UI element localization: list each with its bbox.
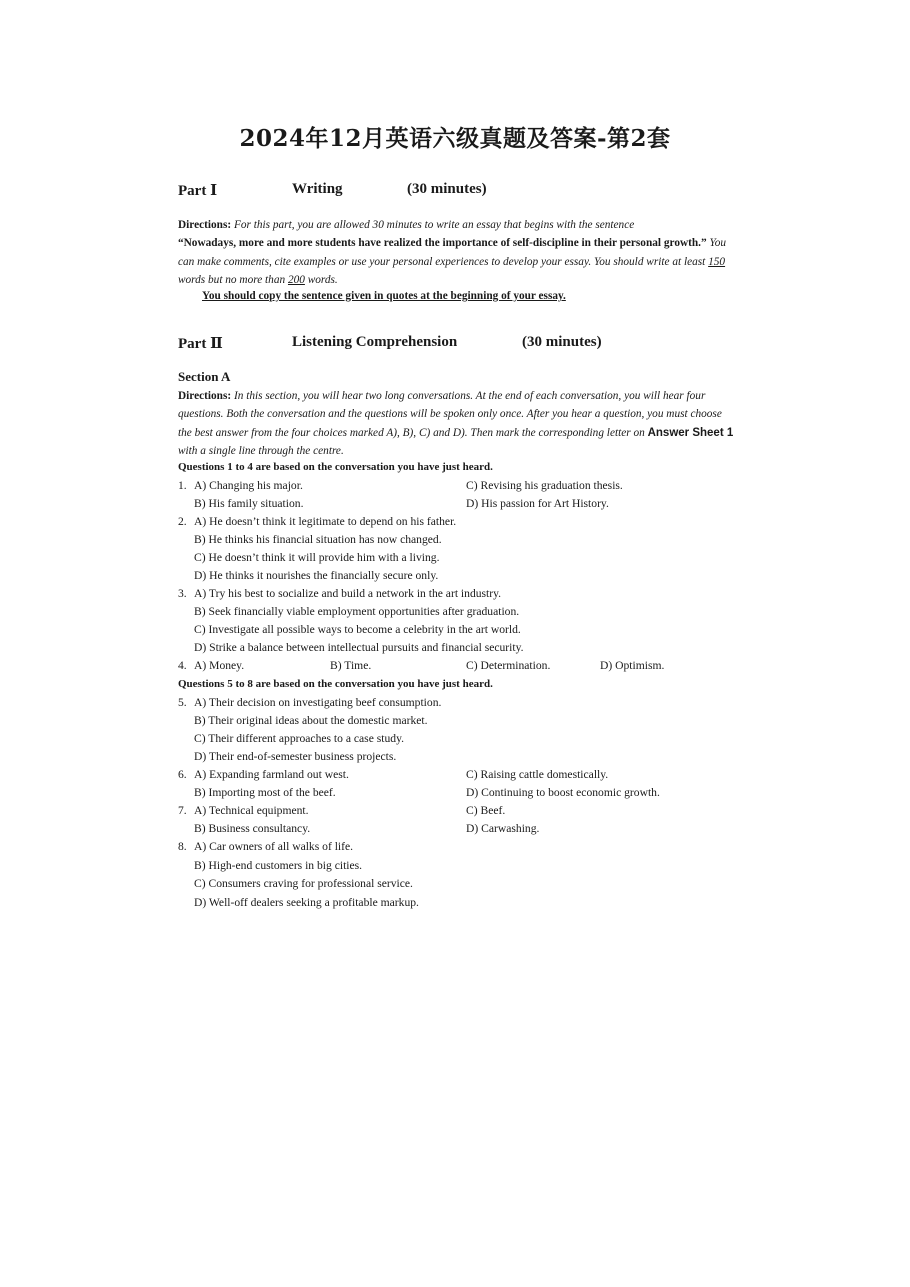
answer-sheet-label: Answer Sheet 1 [647, 426, 734, 439]
question-group-2-note: Questions 5 to 8 are based on the conversation you have just heard. [178, 678, 493, 690]
choice-d: D) Continuing to boost economic growth. [466, 786, 660, 799]
directions-text: words. [304, 273, 338, 286]
choice-c: C) Their different approaches to a case study. [194, 732, 405, 745]
part-1-name: Writing [292, 181, 343, 197]
choice-d: D) Well-off dealers seeking a profitable markup. [194, 896, 419, 909]
choice-b: B) Business consultancy. [194, 822, 311, 835]
question-number: 4. [178, 659, 187, 672]
choice-c: C) Investigate all possible ways to become a celebrity in the art world. [194, 623, 521, 636]
choice-b: B) His family situation. [194, 497, 304, 510]
copy-sentence-note: You should copy the sentence given in quotes at the beginning of your essay. [202, 290, 566, 302]
part-2-label: Part Ⅱ [178, 336, 223, 352]
question-number: 7. [178, 804, 187, 817]
question-group-1-note: Questions 1 to 4 are based on the conversation you have just heard. [178, 461, 493, 473]
question-number: 1. [178, 479, 187, 492]
directions-text: For this part, you are allowed 30 minutes to write an essay that begins with the sentence [231, 219, 635, 231]
choice-a: A) Car owners of all walks of life. [194, 840, 354, 853]
choice-d: D) His passion for Art History. [466, 497, 609, 510]
choice-a: A) Money. [194, 659, 245, 672]
part-2-name: Listening Comprehension [292, 334, 458, 350]
choice-d: D) Strike a balance between intellectual pursuits and financial security. [194, 641, 524, 654]
choice-b: B) Seek financially viable employment opportunities after graduation. [194, 605, 520, 618]
choice-a: A) Technical equipment. [194, 804, 309, 817]
question-number: 2. [178, 515, 187, 528]
choice-b: B) He thinks his financial situation has now changed. [194, 533, 442, 546]
question-number: 8. [178, 840, 187, 853]
choice-d: D) He thinks it nourishes the financially secure only. [194, 569, 439, 582]
choice-c: C) He doesn’t think it will provide him with a living. [194, 551, 440, 564]
choice-a: A) Try his best to socialize and build a network in the art industry. [194, 587, 502, 600]
question-number: 6. [178, 768, 187, 781]
part-1-directions [178, 216, 738, 289]
choice-b: B) High-end customers in big cities. [194, 859, 363, 872]
choice-a: A) Expanding farmland out west. [194, 768, 349, 781]
choice-c: C) Raising cattle domestically. [466, 768, 609, 781]
choice-c: C) Beef. [466, 804, 506, 817]
choice-b: B) Their original ideas about the domestic market. [194, 714, 428, 727]
directions-text: You can make comments, cite examples or use your personal experiences to develop your essay. You should write at least [178, 237, 727, 268]
part-1-time: (30 minutes) [407, 181, 487, 197]
directions-text: words but no more than [178, 273, 288, 286]
directions-lead: Directions: [178, 390, 232, 402]
max-word-count: 200 [287, 273, 305, 286]
question-number: 3. [178, 587, 187, 600]
min-word-count: 150 [708, 255, 726, 268]
choice-c: C) Determination. [466, 659, 551, 672]
section-a-heading: Section A [178, 369, 231, 384]
part-1-label: Part Ⅰ [178, 183, 218, 199]
choice-b: B) Importing most of the beef. [194, 786, 336, 799]
choice-c: C) Revising his graduation thesis. [466, 479, 623, 492]
directions-text: In this section, you will hear two long conversations. At the end of each conversation, you will hear four questions. Both the conversation and the questions will be spoken only once. After you hear a question, you must choose the best answer from the four choices marked A), B), C) and D). Then mark the corresponding letter on [178, 390, 722, 439]
essay-prompt-quote: “Nowadays, more and more students have realized the importance of self-discipline in their personal growth.” [178, 237, 707, 250]
question-number: 5. [178, 696, 187, 709]
choice-a: A) Their decision on investigating beef consumption. [194, 696, 442, 709]
choice-d: D) Their end-of-semester business projects. [194, 750, 397, 763]
choice-a: A) Changing his major. [194, 479, 303, 492]
directions-lead: Directions: [178, 219, 232, 231]
choice-a: A) He doesn’t think it legitimate to depend on his father. [194, 515, 457, 528]
choice-d: D) Optimism. [600, 659, 665, 672]
part-2-directions [178, 387, 736, 460]
document-title: 2024年12月英语六级真题及答案-第2套 [239, 125, 671, 152]
choice-c: C) Consumers craving for professional service. [194, 877, 413, 890]
directions-text: with a single line through the centre. [178, 444, 344, 457]
part-2-time: (30 minutes) [522, 334, 602, 350]
choice-b: B) Time. [330, 659, 372, 672]
choice-d: D) Carwashing. [466, 822, 540, 835]
